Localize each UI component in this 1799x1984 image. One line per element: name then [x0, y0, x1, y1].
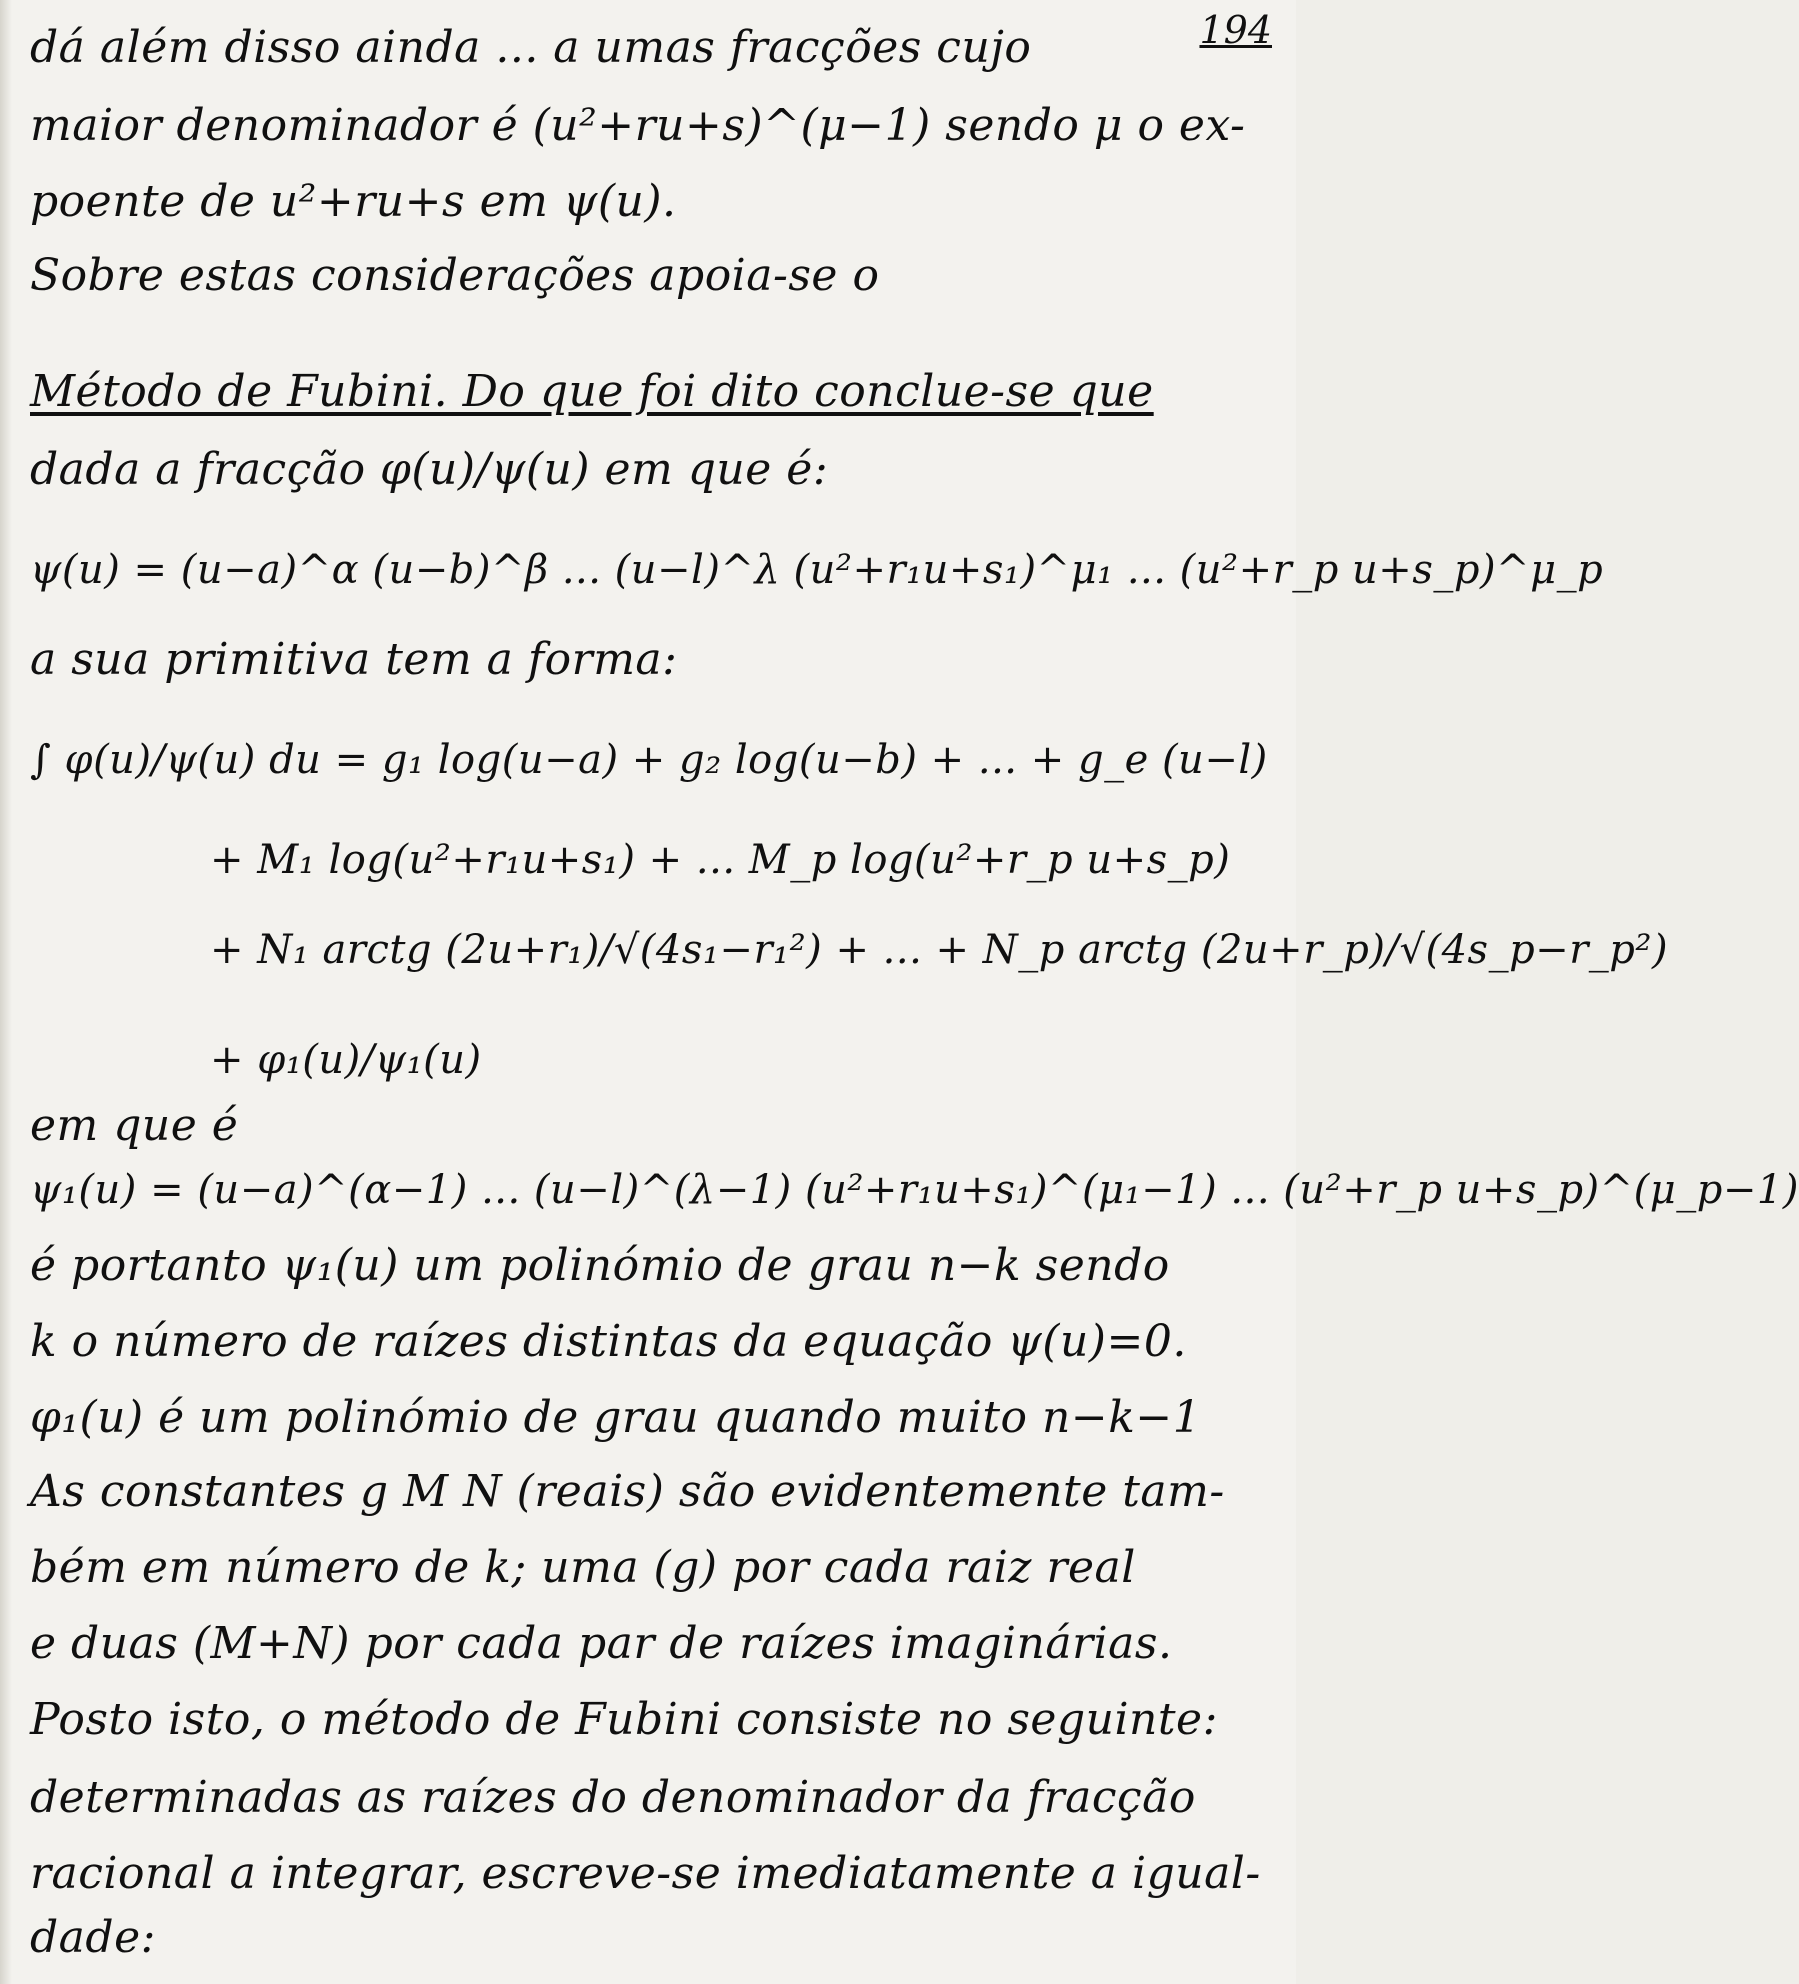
- text-line-22: determinadas as raízes do denominador da fracção: [30, 1772, 1196, 1823]
- text-line-15: é portanto ψ₁(u) um polinómio de grau n−k sendo: [30, 1240, 1170, 1291]
- text-line-17: φ₁(u) é um polinómio de grau quando muito n−k−1: [30, 1392, 1202, 1443]
- formula-integral-line-4: + φ₁(u)/ψ₁(u): [210, 1037, 482, 1083]
- page-edge-shadow: [0, 0, 12, 1984]
- text-line-16: k o número de raízes distintas da equação ψ(u)=0.: [30, 1316, 1187, 1367]
- text-line-2: maior denominador é (u²+ru+s)^(μ−1) sendo μ o ex-: [30, 100, 1246, 151]
- text-line-13: em que é: [30, 1100, 239, 1151]
- formula-psi1: ψ₁(u) = (u−a)^(α−1) ... (u−l)^(λ−1) (u²+r₁u+s₁)^(μ₁−1) ... (u²+r_p u+s_p)^(μ_p−1): [30, 1167, 1799, 1213]
- text-line-20: e duas (M+N) por cada par de raízes imaginárias.: [30, 1618, 1173, 1669]
- text-line-24: dade:: [30, 1912, 156, 1963]
- formula-psi: ψ(u) = (u−a)^α (u−b)^β ... (u−l)^λ (u²+r₁u+s₁)^μ₁ ... (u²+r_p u+s_p)^μ_p: [30, 547, 1604, 593]
- text-line-3: poente de u²+ru+s em ψ(u).: [30, 176, 677, 227]
- text-line-8: a sua primitiva tem a forma:: [30, 634, 678, 685]
- formula-integral-line-2: + M₁ log(u²+r₁u+s₁) + ... M_p log(u²+r_p u+s_p): [210, 837, 1231, 883]
- formula-integral-line-1: ∫ φ(u)/ψ(u) du = g₁ log(u−a) + g₂ log(u−b) + ... + g_e (u−l): [30, 737, 1268, 783]
- formula-integral-line-3: + N₁ arctg (2u+r₁)/√(4s₁−r₁²) + ... + N_p arctg (2u+r_p)/√(4s_p−r_p²): [210, 927, 1669, 973]
- text-line-18: As constantes g M N (reais) são evidentemente tam-: [30, 1466, 1225, 1517]
- text-line-19: bém em número de k; uma (g) por cada raiz real: [30, 1542, 1136, 1593]
- section-heading-metodo-fubini: Método de Fubini. Do que foi dito conclue-se que: [30, 366, 1154, 417]
- text-line-4: Sobre estas considerações apoia-se o: [30, 250, 880, 301]
- text-line-1: dá além disso ainda ... a umas fracções cujo: [30, 22, 1032, 73]
- text-line-23: racional a integrar, escreve-se imediatamente a igual-: [30, 1848, 1261, 1899]
- page-number: 194: [1199, 8, 1272, 52]
- text-line-6: dada a fracção φ(u)/ψ(u) em que é:: [30, 444, 829, 495]
- text-line-21: Posto isto, o método de Fubini consiste no seguinte:: [30, 1694, 1218, 1745]
